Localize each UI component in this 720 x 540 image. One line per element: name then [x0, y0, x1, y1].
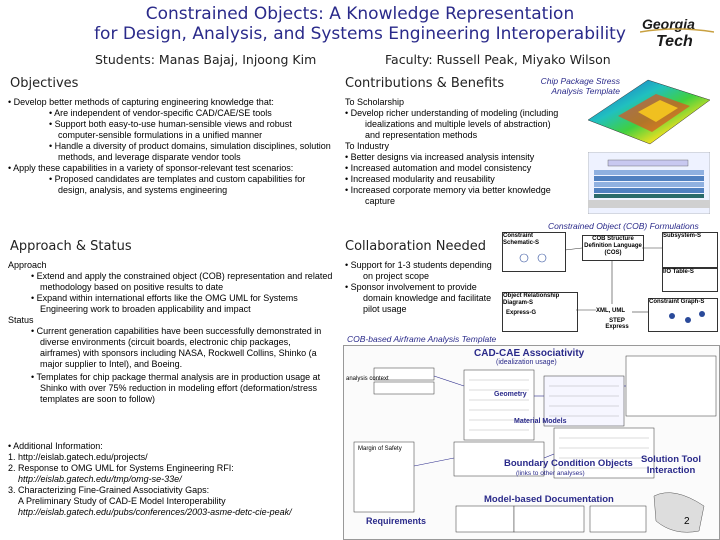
- box-label: Object Relationship Diagram-S: [503, 293, 560, 306]
- students-line: Students: Manas Bajaj, Injoong Kim: [95, 52, 317, 67]
- objective-line: • Apply these capabilities in a variety of sponsor-relevant test scenarios:: [8, 163, 294, 173]
- collaboration-body: [345, 260, 503, 315]
- contrib-label: To Industry: [345, 141, 390, 151]
- material-models-label: Material Models: [514, 418, 567, 425]
- model-doc-label: Model-based Documentation: [484, 494, 614, 505]
- info-line: 3. Characterizing Fine-Grained Associativity Gaps:: [8, 485, 210, 495]
- contrib-line: • Increased modularity and reusability: [345, 174, 495, 184]
- geometry-label: Geometry: [494, 391, 527, 398]
- approach-body: [8, 260, 333, 405]
- poster-title: [0, 4, 720, 44]
- faculty-line: Faculty: Russell Peak, Miyako Wilson: [385, 52, 611, 67]
- requirements-label: Requirements: [366, 516, 427, 526]
- collaboration-heading: Collaboration Needed: [345, 239, 486, 254]
- status-line: • Current generation capabilities have been successfully demonstrated in diverse environments (circuit boards, electronic chip packages, airframes) with sponsors including NASA, Rockwell Collins, Shinko (a major supplier to Intel), and Boeing.: [31, 326, 322, 369]
- step-express-label: STEP Express: [605, 318, 629, 330]
- box-label: Subsystem-S: [663, 233, 702, 239]
- objective-line: • Are independent of vendor-specific CAD/CAE/SE tools: [49, 108, 272, 118]
- contrib-line: • Increased corporate memory via better knowledge capture: [345, 185, 551, 206]
- margin-of-safety-label: Margin of Safety: [358, 446, 402, 452]
- objective-line: • Handle a diversity of product domains, simulation disciplines, solution methods, and leverage disparate vendor tools: [49, 141, 331, 162]
- contrib-line: • Increased automation and model consistency: [345, 163, 532, 173]
- georgia-tech-logo: [640, 14, 714, 50]
- cos-box: COB Structure Definition Language (COS): [582, 235, 644, 261]
- objectives-body: [8, 97, 333, 196]
- title-line-2: for Design, Analysis, and Systems Engineering Interoperability: [94, 24, 626, 44]
- solution-tool-label: Solution Tool Interaction: [641, 454, 701, 476]
- approach-heading: Approach & Status: [10, 239, 132, 254]
- status-line: • Templates for chip package thermal analysis are in production usage at Shinko with over 75% reduction in modeling effort (deformation/stress templates are soon to follow): [31, 372, 321, 404]
- boundary-condition-label: Boundary Condition Objects: [504, 458, 633, 469]
- box-label: I/O Table-S: [663, 269, 694, 275]
- info-line: 1. http://eislab.gatech.edu/projects/: [8, 452, 148, 462]
- airframe-caption: COB-based Airframe Analysis Template: [347, 334, 497, 344]
- svg-text:Georgia: Georgia: [642, 16, 695, 32]
- objective-line: • Support both easy-to-use human-sensible views and robust computer-sensible formulations in a unified manner: [49, 119, 292, 140]
- info-link[interactable]: http://eislab.gatech.edu/pubs/conferences/2003-asme-detc-cie-peak/: [18, 507, 292, 517]
- additional-info: [8, 441, 338, 518]
- objective-line: • Proposed candidates are templates and custom capabilities for design, analysis, and systems engineering: [49, 174, 306, 195]
- contrib-line: • Develop richer understanding of modeling (including idealizations and multiple levels of abstraction) and representation methods: [345, 108, 559, 140]
- box-label: Constraint Schematic-S: [503, 233, 540, 246]
- info-line: • Additional Information:: [8, 441, 103, 451]
- status-label: Status: [8, 315, 34, 325]
- contrib-line: • Better designs via increased analysis intensity: [345, 152, 535, 162]
- contrib-label: To Scholarship: [345, 97, 405, 107]
- idealization-label: (idealization usage): [496, 359, 557, 366]
- chip-cross-section-diagram: [588, 152, 710, 214]
- title-line-1: Constrained Objects: A Knowledge Representation: [145, 4, 575, 24]
- info-line: 2. Response to OMG UML for Systems Engineering RFI:: [8, 463, 234, 473]
- approach-label: Approach: [8, 260, 47, 270]
- collab-line: • Support for 1-3 students depending on project scope: [345, 260, 492, 281]
- cob-formulations-diagram: [502, 232, 718, 332]
- xml-uml-label: XML, UML: [596, 308, 625, 314]
- objectives-heading: Objectives: [10, 76, 79, 91]
- svg-text:Tech: Tech: [656, 33, 693, 50]
- objective-line: • Develop better methods of capturing engineering knowledge that:: [8, 97, 274, 107]
- links-label: (links to other analyses): [516, 470, 585, 477]
- approach-line: • Extend and apply the constrained object (COB) representation and related methodology based on positive results to date: [31, 271, 333, 292]
- express-g-label: Express-G: [506, 310, 537, 316]
- contributions-body: [345, 97, 565, 207]
- chip-caption: Chip Package Stress Analysis Template: [540, 76, 620, 96]
- box-label: Constraint Graph-S: [649, 299, 705, 305]
- page-number: 2: [684, 516, 690, 527]
- contributions-heading: Contributions & Benefits: [345, 76, 505, 91]
- cad-cae-label: CAD-CAE Associativity: [474, 348, 585, 359]
- airframe-analysis-diagram: [343, 345, 720, 540]
- info-line: A Preliminary Study of CAD-E Model Interoperability: [18, 496, 226, 506]
- info-link[interactable]: http://eislab.gatech.edu/tmp/omg-se-33e/: [18, 474, 182, 484]
- analysis-context-label: analysis context: [346, 376, 389, 382]
- approach-line: • Expand within international efforts like the OMG UML for Systems Engineering work to broaden applicability and impact: [31, 293, 298, 314]
- chip-stress-contour-image: [578, 60, 718, 152]
- cob-caption: Constrained Object (COB) Formulations: [548, 221, 699, 231]
- collab-line: • Sponsor involvement to provide domain knowledge and facilitate pilot usage: [345, 282, 492, 314]
